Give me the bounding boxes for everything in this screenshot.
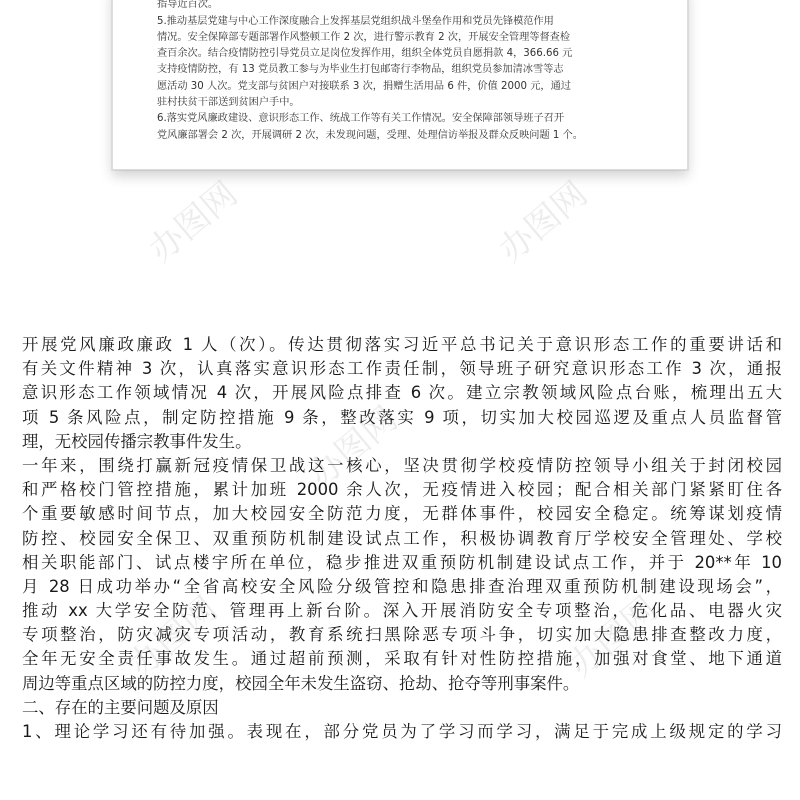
card-line: 5.推动基层党建与中心工作深度融合上发挥基层党组织战斗堡垒作用和党员先锋模范作用 [157, 15, 554, 27]
body-line: 个重要敏感时间节点，加大校园安全防范力度，无群体事件，校园安全稳定。统筹谋划疫情 [22, 504, 782, 524]
card-line: 愿活动 30 人次。党支部与贫困户对接联系 3 次，捐赠生活用品 6 件，价值 2000 元，通过 [157, 80, 571, 92]
watermark: 办图网 [301, 399, 406, 496]
body-line: 1、理论学习还有待加强。表现在，部分党员为了学习而学习，满足于完成上级规定的学习 [22, 722, 782, 741]
card-text-block [157, 0, 643, 169]
document-preview-card [112, 0, 688, 170]
watermark: 办图网 [491, 174, 596, 271]
card-line: 驻村扶贫干部送到贫困户手中。 [157, 97, 300, 109]
body-line: 月 28 日成功举办“全省高校安全风险分级管控和隐患排查治理双重预防机制建设现场会”， [22, 576, 782, 596]
body-line: 周边等重点区域的防控力度，校园全年未发生盗窃、抢劫、抢夺等刑事案件。 [22, 673, 580, 693]
section-heading: 二、存在的主要问题及原因 [22, 697, 219, 717]
watermark: 办图网 [121, 589, 226, 686]
body-line: 相关职能部门、试点楼宇所在单位，稳步推进双重预防机制建设试点工作，并于 20**年 10 [22, 552, 782, 572]
watermark: 办图网 [141, 174, 246, 271]
body-line: 开展党风廉政廉政 1 人（次）。传达贯彻落实习近平总书记关于意识形态工作的重要讲话和 [22, 335, 782, 354]
card-line: 指导近百次。 [157, 0, 219, 11]
card-line: 查百余次。结合疫情防控引导党员立足岗位发挥作用，组织全体党员自愿捐款 4，366.66 元 [157, 48, 573, 60]
card-line: 党风廉部署会 2 次，开展调研 2 次，未发现问题，受理、处理信访举报及群众反映问题 1 个。 [157, 129, 583, 141]
body-line: 有关文件精神 3 次，认真落实意识形态工作责任制，领导班子研究意识形态工作 3 次，通报 [22, 359, 782, 379]
body-line: 理，无校园传播宗教事件发生。 [22, 431, 252, 451]
body-line: 一年来，围绕打赢新冠疫情保卫战这一核心，坚决贯彻学校疫情防控领导小组关于封闭校园 [22, 455, 782, 475]
body-line: 和严格校门管控措施，累计加班 2000 余人次，无疫情进入校园；配合相关部门紧紧盯住各 [22, 480, 782, 500]
card-line: 支持疫情防控，有 13 党员教工参与为毕业生打包邮寄行李物品，组织党员参加清冰雪等志 [157, 64, 564, 76]
body-line: 意识形态工作领域情况 4 次，开展风险点排查 6 次。建立宗教领域风险点台账，梳理出五大 [22, 383, 782, 403]
document-body [22, 333, 782, 744]
watermark: 办图网 [561, 589, 666, 686]
card-line: 情况。安全保障部专题部署作风整顿工作 2 次，进行警示教育 2 次，开展安全管理等督查检 [157, 31, 571, 43]
body-line: 专项整治，防灾减灾专项活动，教育系统扫黑除恶专项斗争，切实加大隐患排查整改力度， [22, 625, 782, 645]
body-line: 全年无安全责任事故发生。通过超前预测，采取有针对性防控措施，加强对食堂、地下通道 [22, 649, 782, 669]
card-line: 6.落实党风廉政建设、意识形态工作、统战工作等有关工作情况。安全保障部领导班子召开 [157, 113, 565, 125]
body-line: 推动 xx 大学安全防范、管理再上新台阶。深入开展消防安全专项整治，危化品、电器火灾 [22, 601, 782, 621]
body-line: 项 5 条风险点，制定防控措施 9 条，整改落实 9 项，切实加大校园巡逻及重点人员监督管 [22, 407, 782, 427]
body-line: 防控、校园安全保卫、双重预防机制建设试点工作，积极协调教育厅学校安全管理处、学校 [22, 528, 782, 548]
